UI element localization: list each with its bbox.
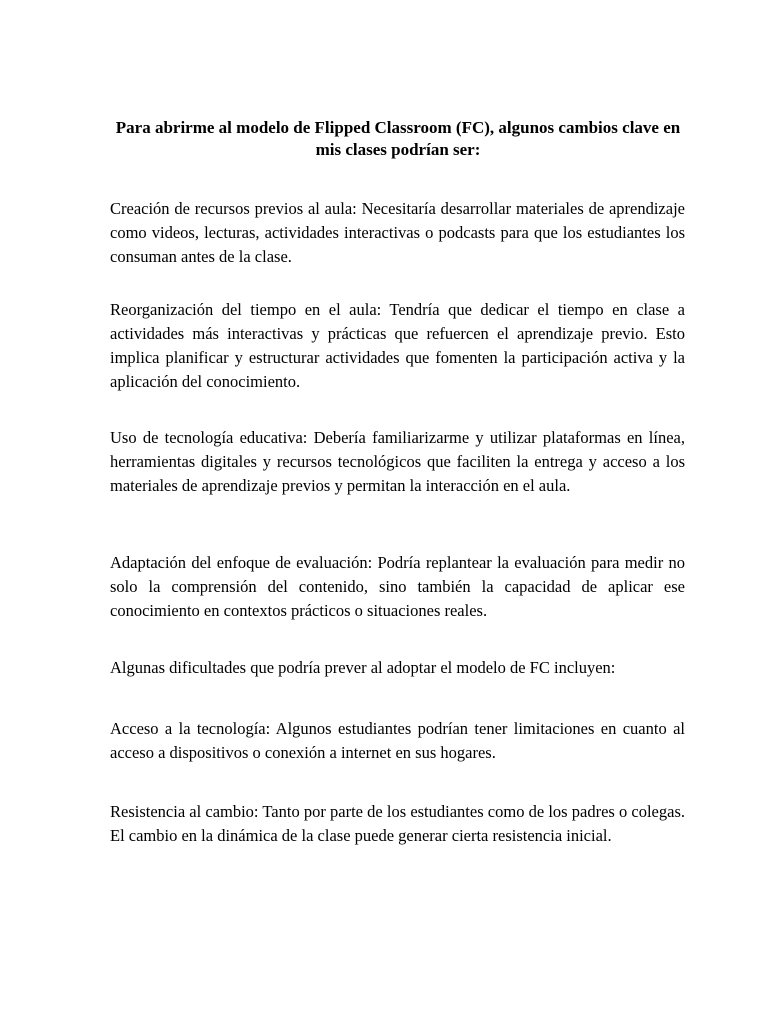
paragraph-acceso-tecnologia: Acceso a la tecnología: Algunos estudiantes podrían tener limitaciones en cuanto al acceso a dispositivos o conexión a internet en sus hogares. [110, 719, 685, 762]
document-title: Para abrirme al modelo de Flipped Classroom (FC), algunos cambios clave en mis clases podrían ser: [115, 118, 681, 159]
paragraph-creacion-recursos: Creación de recursos previos al aula: Necesitaría desarrollar materiales de aprendizaje como videos, lecturas, actividades interactivas o podcasts para que los estudiantes los consuman antes de la clase. [110, 199, 685, 266]
paragraph-dificultades-intro: Algunas dificultades que podría prever al adoptar el modelo de FC incluyen: [110, 658, 616, 677]
paragraph-reorganizacion-tiempo: Reorganización del tiempo en el aula: Tendría que dedicar el tiempo en clase a actividades más interactivas y prácticas que refuercen el aprendizaje previo. Esto implica planificar y estructurar actividades que fomenten la participación activa y la aplicación del conocimiento. [110, 300, 685, 391]
paragraph-uso-tecnologia: Uso de tecnología educativa: Debería familiarizarme y utilizar plataformas en línea, herramientas digitales y recursos tecnológicos que faciliten la entrega y acceso a los materiales de aprendizaje previos y permitan la interacción en el aula. [110, 428, 685, 495]
paragraph-adaptacion-evaluacion: Adaptación del enfoque de evaluación: Podría replantear la evaluación para medir no solo la comprensión del contenido, sino también la capacidad de aplicar ese conocimiento en contextos prácticos o situaciones reales. [110, 553, 685, 620]
paragraph-resistencia-cambio: Resistencia al cambio: Tanto por parte de los estudiantes como de los padres o colegas. El cambio en la dinámica de la clase puede generar cierta resistencia inicial. [110, 802, 685, 845]
